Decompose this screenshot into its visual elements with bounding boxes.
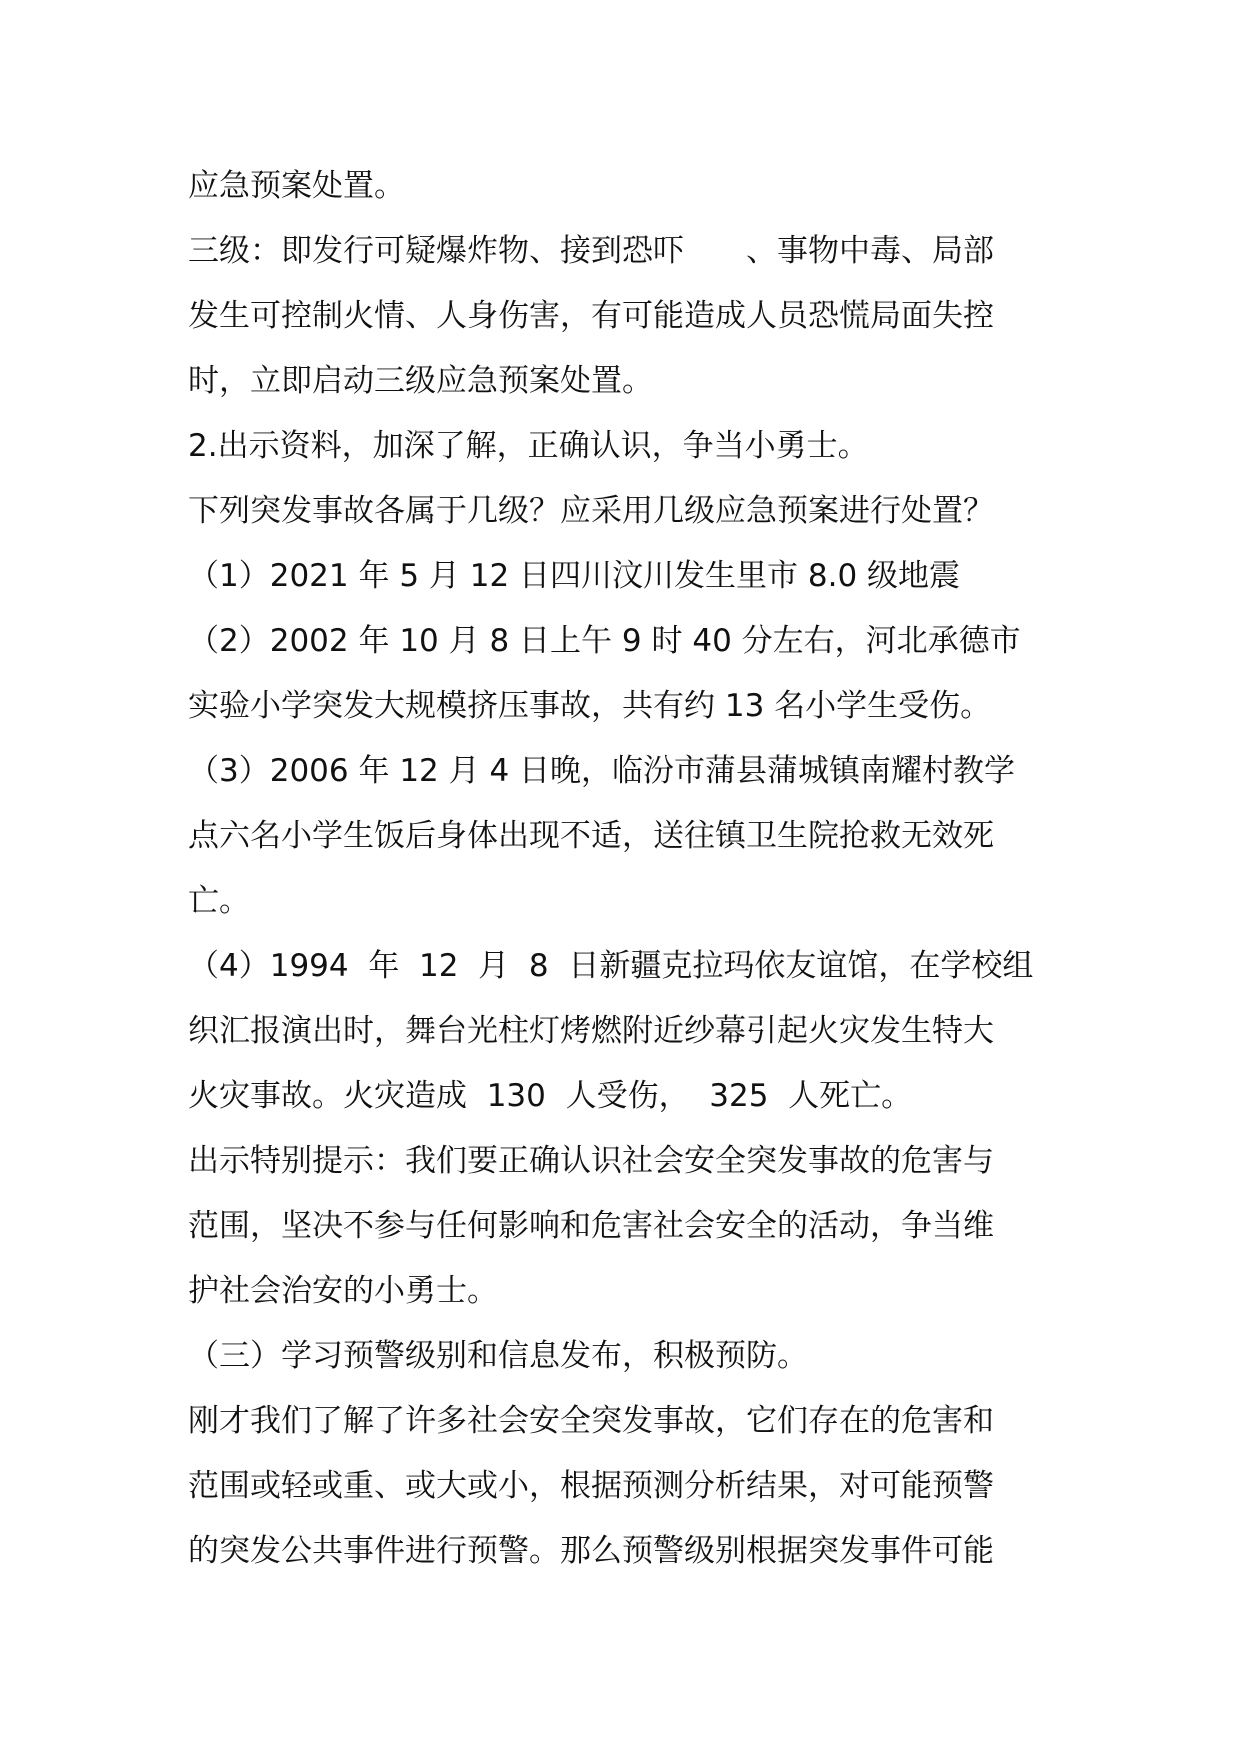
text-line: 的突发公共事件进行预警。那么预警级别根据突发事件可能 [188,1533,994,1569]
text-line: 刚才我们了解了许多社会安全突发事故，它们存在的危害和 [188,1403,994,1439]
section-heading: 2.出示资料，加深了解，正确认识，争当小勇士。 [188,428,869,464]
case-item-3: （3）2006 年 12 月 4 日晚，临汾市蒲县蒲城镇南耀村教学 [188,753,1016,789]
section-heading: （三）学习预警级别和信息发布，积极预防。 [188,1338,808,1374]
text-line: 发生可控制火情、人身伤害，有可能造成人员恐慌局面失控 [188,298,994,334]
text-line: 点六名小学生饭后身体出现不适，送往镇卫生院抢救无效死 [188,818,994,854]
special-tip: 出示特别提示：我们要正确认识社会安全突发事故的危害与 [188,1143,994,1179]
text-line: 护社会治安的小勇士。 [188,1273,498,1309]
document-body [188,154,1068,1584]
text-line: 三级：即发行可疑爆炸物、接到恐吓 、事物中毒、局部 [188,233,994,269]
text-line: 织汇报演出时，舞台光柱灯烤燃附近纱幕引起火灾发生特大 [188,1013,994,1049]
question-line: 下列突发事故各属于几级？应采用几级应急预案进行处置？ [188,493,994,529]
text-line: 范围，坚决不参与任何影响和危害社会安全的活动，争当维 [188,1208,994,1244]
text-line: 时，立即启动三级应急预案处置。 [188,363,653,399]
text-line: 亡。 [188,883,250,919]
case-item-4: （4）1994 年 12 月 8 日新疆克拉玛依友谊馆，在学校组 [188,948,1034,984]
text-line: 应急预案处置。 [188,168,405,204]
text-line: 火灾事故。火灾造成 130 人受伤， 325 人死亡。 [188,1078,913,1114]
case-item-2: （2）2002 年 10 月 8 日上午 9 时 40 分左右，河北承德市 [188,623,1021,659]
text-line: 范围或轻或重、或大或小，根据预测分析结果，对可能预警 [188,1468,994,1504]
text-line: 实验小学突发大规模挤压事故，共有约 13 名小学生受伤。 [188,688,992,724]
case-item-1: （1）2021 年 5 月 12 日四川汶川发生里市 8.0 级地震 [188,558,961,594]
